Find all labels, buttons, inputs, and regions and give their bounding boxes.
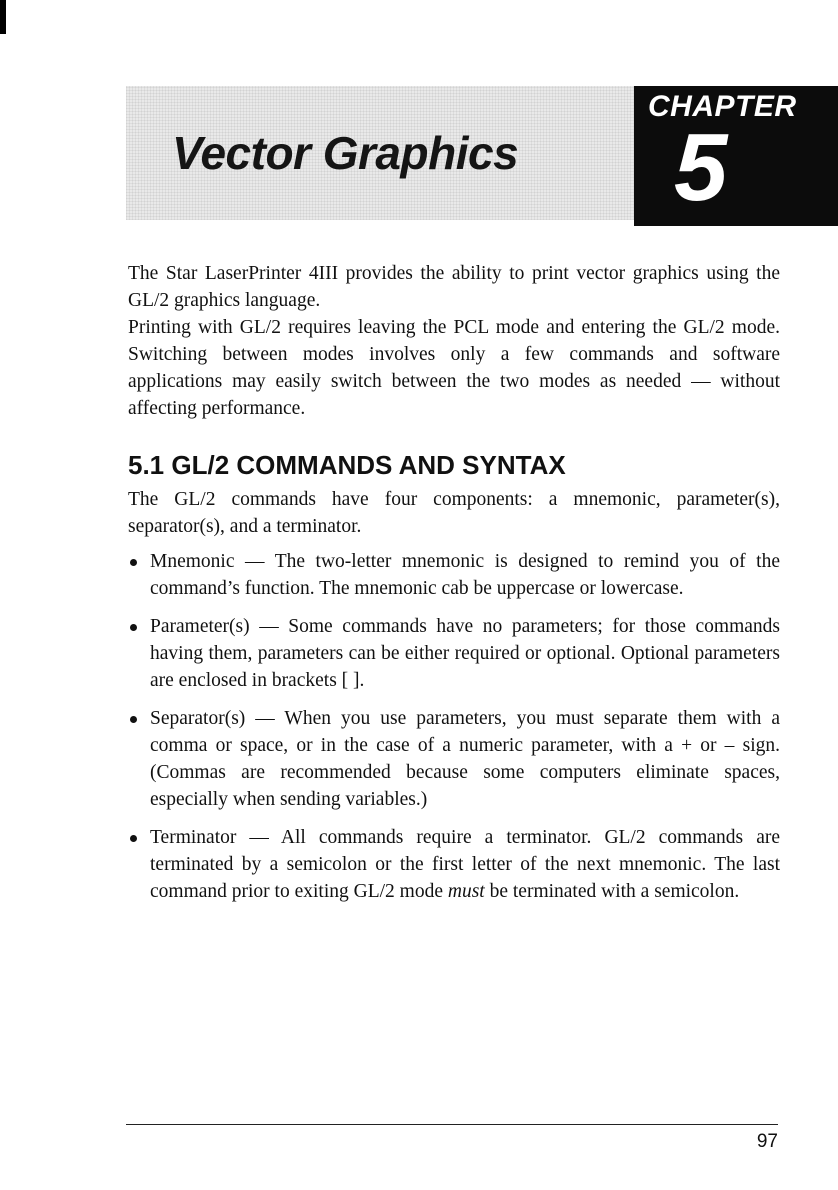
list-item-text-start: Terminator — All commands require a terminator. GL/2 commands are terminated by a semicolon or the first letter of the next mnemonic. The last command prior to exiting GL/2 mode bbox=[150, 827, 780, 902]
scan-edge-mark bbox=[0, 0, 6, 34]
list-item-text: Parameter(s) — Some commands have no parameters; for those commands having them, parameters can be either required or optional. Optional parameters are enclosed in brackets [ ]. bbox=[150, 616, 780, 691]
chapter-number: 5 bbox=[674, 114, 728, 221]
chapter-box bbox=[634, 86, 838, 226]
chapter-title-band bbox=[126, 86, 634, 220]
component-list bbox=[128, 548, 780, 905]
list-item-mnemonic bbox=[128, 548, 780, 602]
page-number: 97 bbox=[756, 1131, 778, 1152]
bullet-icon bbox=[130, 624, 137, 631]
bullet-icon bbox=[130, 835, 137, 842]
intro-paragraph-2: Printing with GL/2 requires leaving the PCL mode and entering the GL/2 mode. Switching between modes involves only a few commands and software applications may easily switch between the two modes as needed — without affecting performance. bbox=[128, 317, 780, 419]
list-item-terminator bbox=[128, 824, 780, 905]
page-content bbox=[128, 260, 780, 916]
list-item-separators bbox=[128, 705, 780, 813]
list-item-parameters bbox=[128, 613, 780, 694]
section-intro: The GL/2 commands have four components: a mnemonic, parameter(s), separator(s), and a terminator. bbox=[128, 489, 780, 537]
footer-rule bbox=[126, 1124, 778, 1125]
section-heading: 5.1 GL/2 COMMANDS AND SYNTAX bbox=[128, 450, 566, 480]
list-item-text: Separator(s) — When you use parameters, you must separate them with a comma or space, or in the case of a numeric parameter, with a + or – sign. (Commas are recommended because some computers eliminate spaces, especially when sending variables.) bbox=[150, 708, 780, 810]
chapter-label: CHAPTER bbox=[648, 90, 797, 123]
bullet-icon bbox=[130, 559, 137, 566]
intro-paragraph-1: The Star LaserPrinter 4III provides the ability to print vector graphics using the GL/2 graphics language. bbox=[128, 263, 780, 311]
list-item-text-end: be terminated with a semicolon. bbox=[484, 881, 740, 902]
list-item-text: Mnemonic — The two-letter mnemonic is designed to remind you of the command’s function. The mnemonic cab be uppercase or lowercase. bbox=[150, 551, 780, 599]
bullet-icon bbox=[130, 716, 137, 723]
chapter-header bbox=[126, 86, 838, 226]
emphasis-text: must bbox=[447, 881, 485, 902]
chapter-title: Vector Graphics bbox=[172, 127, 519, 179]
